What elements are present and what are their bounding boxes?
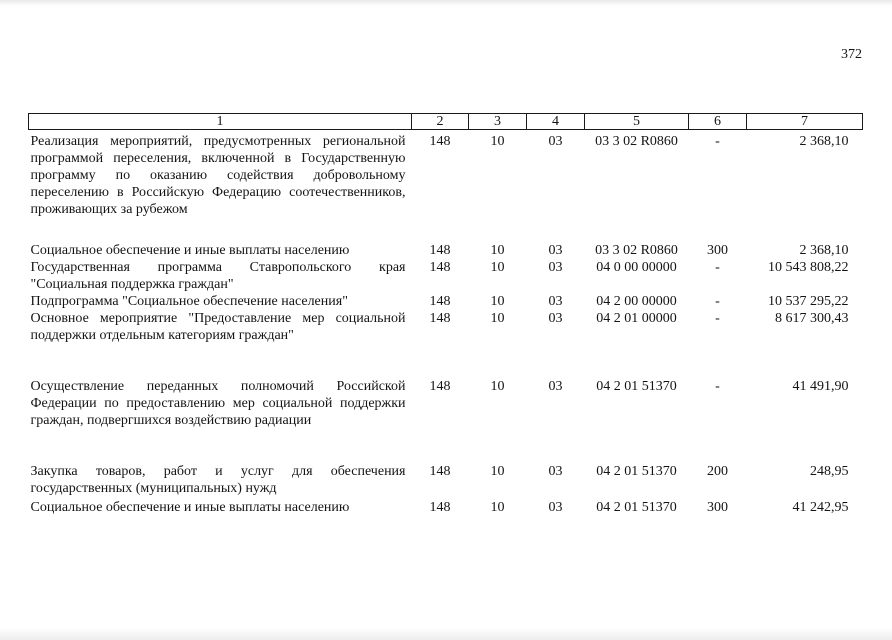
cell-section: 10 [490,464,505,479]
cell-section: 10 [490,260,505,275]
table-row [29,242,863,259]
cell-target-article: 04 2 00 00000 [596,294,677,309]
cell-target-article: 04 0 00 00000 [596,260,677,275]
header-col-2: 2 [412,114,469,130]
header-col-3: 3 [469,114,527,130]
cell-name: Закупка товаров, работ и услуг для обеспечения государственных (муниципальных) нужд [30,464,406,496]
header-col-6: 6 [689,114,747,130]
cell-subsection: 03 [548,134,563,149]
cell-target-article: 04 2 01 00000 [596,311,677,326]
cell-expense-type: 300 [707,500,728,515]
cell-amount: 2 368,10 [799,134,849,149]
cell-section: 10 [490,294,505,309]
cell-target-article: 04 2 01 51370 [596,464,677,479]
cell-subsection: 03 [548,500,563,515]
cell-expense-type: 300 [707,243,728,258]
cell-name: Государственная программа Ставропольского края "Социальная поддержка граждан" [30,260,406,292]
cell-amount: 10 537 295,22 [768,294,849,309]
cell-amount: 248,95 [810,464,849,479]
cell-section: 10 [490,500,505,515]
table-row [29,463,863,497]
cell-amount: 10 543 808,22 [768,260,849,275]
cell-admin-code: 148 [429,379,451,394]
cell-subsection: 03 [548,379,563,394]
cell-name: Основное мероприятие "Предоставление мер социальной поддержки отдельным категориям граждан" [30,311,406,343]
row-spacer [29,429,863,463]
cell-section: 10 [490,134,505,149]
cell-name: Подпрограмма "Социальное обеспечение населения" [30,294,348,309]
cell-name: Осуществление переданных полномочий Российской Федерации по предоставлению мер социальной поддержки граждан, подвергшихся воздействию радиации [30,379,406,428]
cell-target-article: 04 2 01 51370 [596,500,677,515]
scan-edge-top [0,0,892,6]
cell-admin-code: 148 [429,464,451,479]
cell-subsection: 03 [548,294,563,309]
scan-edge-bottom [0,628,892,640]
cell-admin-code: 148 [429,260,451,275]
cell-expense-type: 200 [707,464,728,479]
cell-expense-type: - [715,379,720,394]
cell-amount: 8 617 300,43 [775,311,849,326]
row-spacer [29,218,863,242]
header-col-1: 1 [29,114,412,130]
table-row [29,259,863,293]
cell-subsection: 03 [548,464,563,479]
cell-admin-code: 148 [429,134,451,149]
cell-admin-code: 148 [429,243,451,258]
cell-section: 10 [490,311,505,326]
table-row [29,130,863,219]
cell-subsection: 03 [548,260,563,275]
table-row [29,497,863,516]
cell-amount: 41 242,95 [792,500,849,515]
cell-expense-type: - [715,294,720,309]
cell-name: Социальное обеспечение и иные выплаты населению [30,243,350,258]
table-row [29,293,863,310]
cell-expense-type: - [715,311,720,326]
header-col-5: 5 [585,114,689,130]
table-header-row [29,114,863,130]
table-row [29,310,863,344]
cell-section: 10 [490,243,505,258]
cell-target-article: 03 3 02 R0860 [595,134,678,149]
cell-admin-code: 148 [429,311,451,326]
cell-expense-type: - [715,260,720,275]
cell-subsection: 03 [548,311,563,326]
cell-expense-type: - [715,134,720,149]
header-col-7: 7 [747,114,863,130]
cell-target-article: 04 2 01 51370 [596,379,677,394]
page-number: 372 [841,47,862,62]
budget-table [28,113,863,516]
cell-name: Реализация мероприятий, предусмотренных региональной программой переселения, включенной в Государственную программу по оказанию содействия добровольному переселению в Российскую Федерацию соотечественников, проживающих за рубежом [30,134,406,217]
cell-name: Социальное обеспечение и иные выплаты населению [30,500,350,515]
cell-amount: 2 368,10 [799,243,849,258]
header-col-4: 4 [527,114,585,130]
table-row [29,378,863,429]
cell-amount: 41 491,90 [792,379,849,394]
cell-admin-code: 148 [429,294,451,309]
cell-target-article: 03 3 02 R0860 [595,243,678,258]
cell-section: 10 [490,379,505,394]
cell-subsection: 03 [548,243,563,258]
cell-admin-code: 148 [429,500,451,515]
row-spacer [29,344,863,378]
